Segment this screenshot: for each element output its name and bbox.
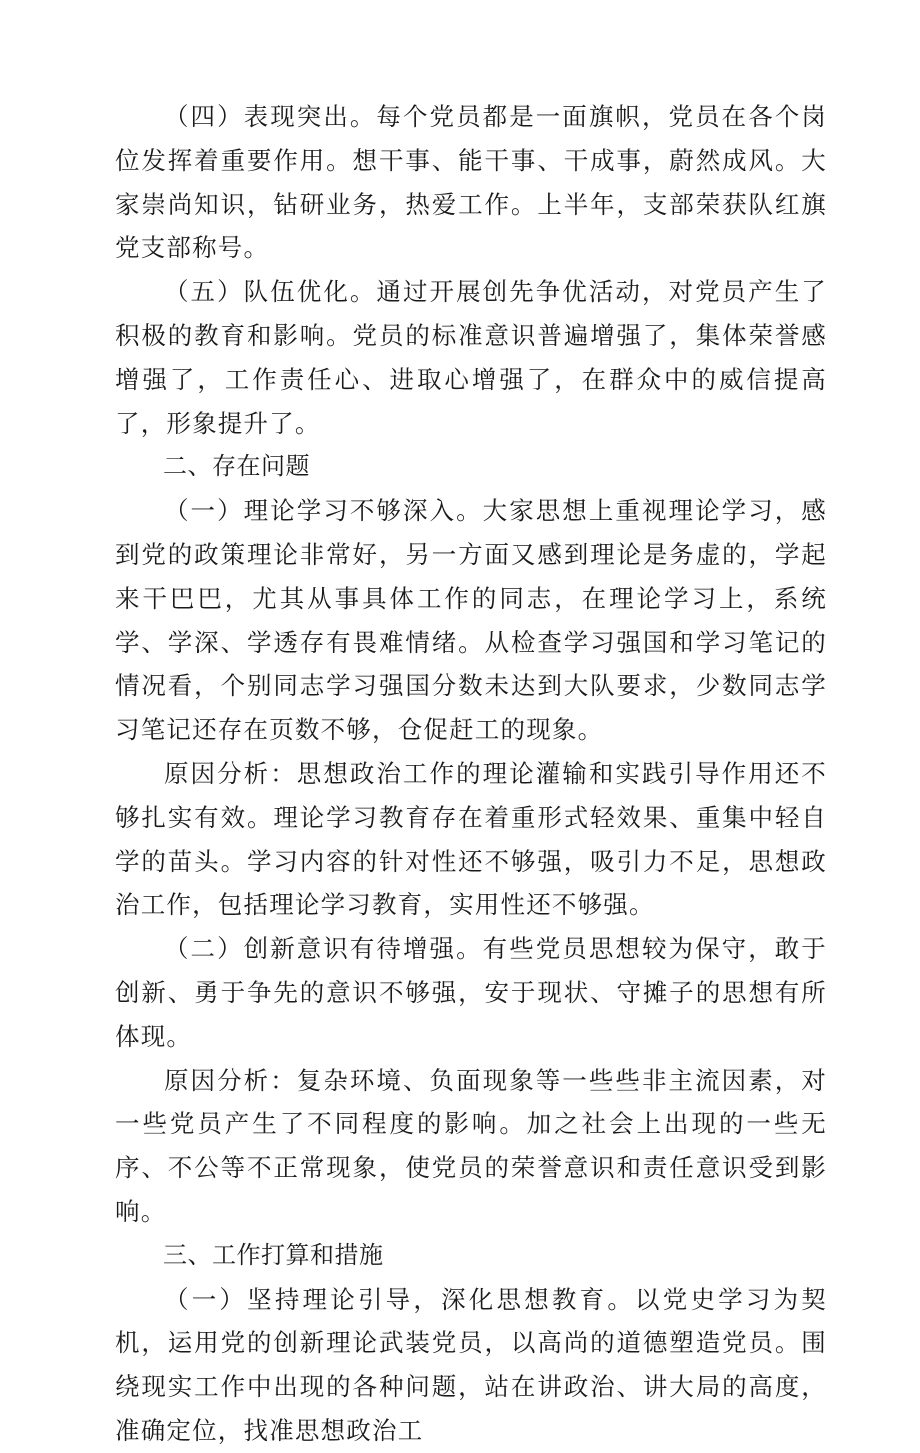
section-heading-work-plans: 三、工作打算和措施 [163, 1240, 384, 1269]
paragraph-innovation-awareness: （二）创新意识有待增强。有些党员思想较为保守，敢于创新、勇于争先的意识不够强，安于现状、守摊子的思想有所体现。 [115, 934, 827, 1051]
paragraph-cause-analysis-2: 原因分析：复杂环境、负面现象等一些些非主流因素，对一些党员产生了不同程度的影响。加之社会上出现的一些无序、不公等不正常现象，使党员的荣誉意识和责任意识受到影响。 [115, 1065, 827, 1226]
paragraph-theory-guidance: （一）坚持理论引导，深化思想教育。以党史学习为契机，运用党的创新理论武装党员，以高尚的道德塑造党员。围绕现实工作中出现的各种问题，站在讲政治、讲大局的高度，准确定位，找准思想政治工 [115, 1284, 827, 1445]
document-body [115, 95, 827, 1453]
paragraph-theory-study: （一）理论学习不够深入。大家思想上重视理论学习，感到党的政策理论非常好，另一方面又感到理论是务虚的，学起来干巴巴，尤其从事具体工作的同志，在理论学习上，系统学、学深、学透存有畏难情绪。从检查学习强国和学习笔记的情况看，个别同志学习强国分数未达到大队要求，少数同志学习笔记还存在页数不够，仓促赶工的现象。 [115, 496, 827, 745]
section-heading-existing-problems: 二、存在问题 [163, 452, 310, 481]
paragraph-cause-analysis-1: 原因分析：思想政治工作的理论灌输和实践引导作用还不够扎实有效。理论学习教育存在着重形式轻效果、重集中轻自学的苗头。学习内容的针对性还不够强，吸引力不足，思想政治工作，包括理论学习教育，实用性还不够强。 [115, 758, 827, 920]
paragraph-standout-performance: （四）表现突出。每个党员都是一面旗帜，党员在各个岗位发挥着重要作用。想干事、能干事、干成事，蔚然成风。大家崇尚知识，钻研业务，热爱工作。上半年，支部荣获队红旗党支部称号。 [115, 102, 827, 263]
paragraph-team-optimization: （五）队伍优化。通过开展创先争优活动，对党员产生了积极的教育和影响。党员的标准意识普遍增强了，集体荣誉感增强了，工作责任心、进取心增强了，在群众中的威信提高了，形象提升了。 [115, 277, 827, 438]
